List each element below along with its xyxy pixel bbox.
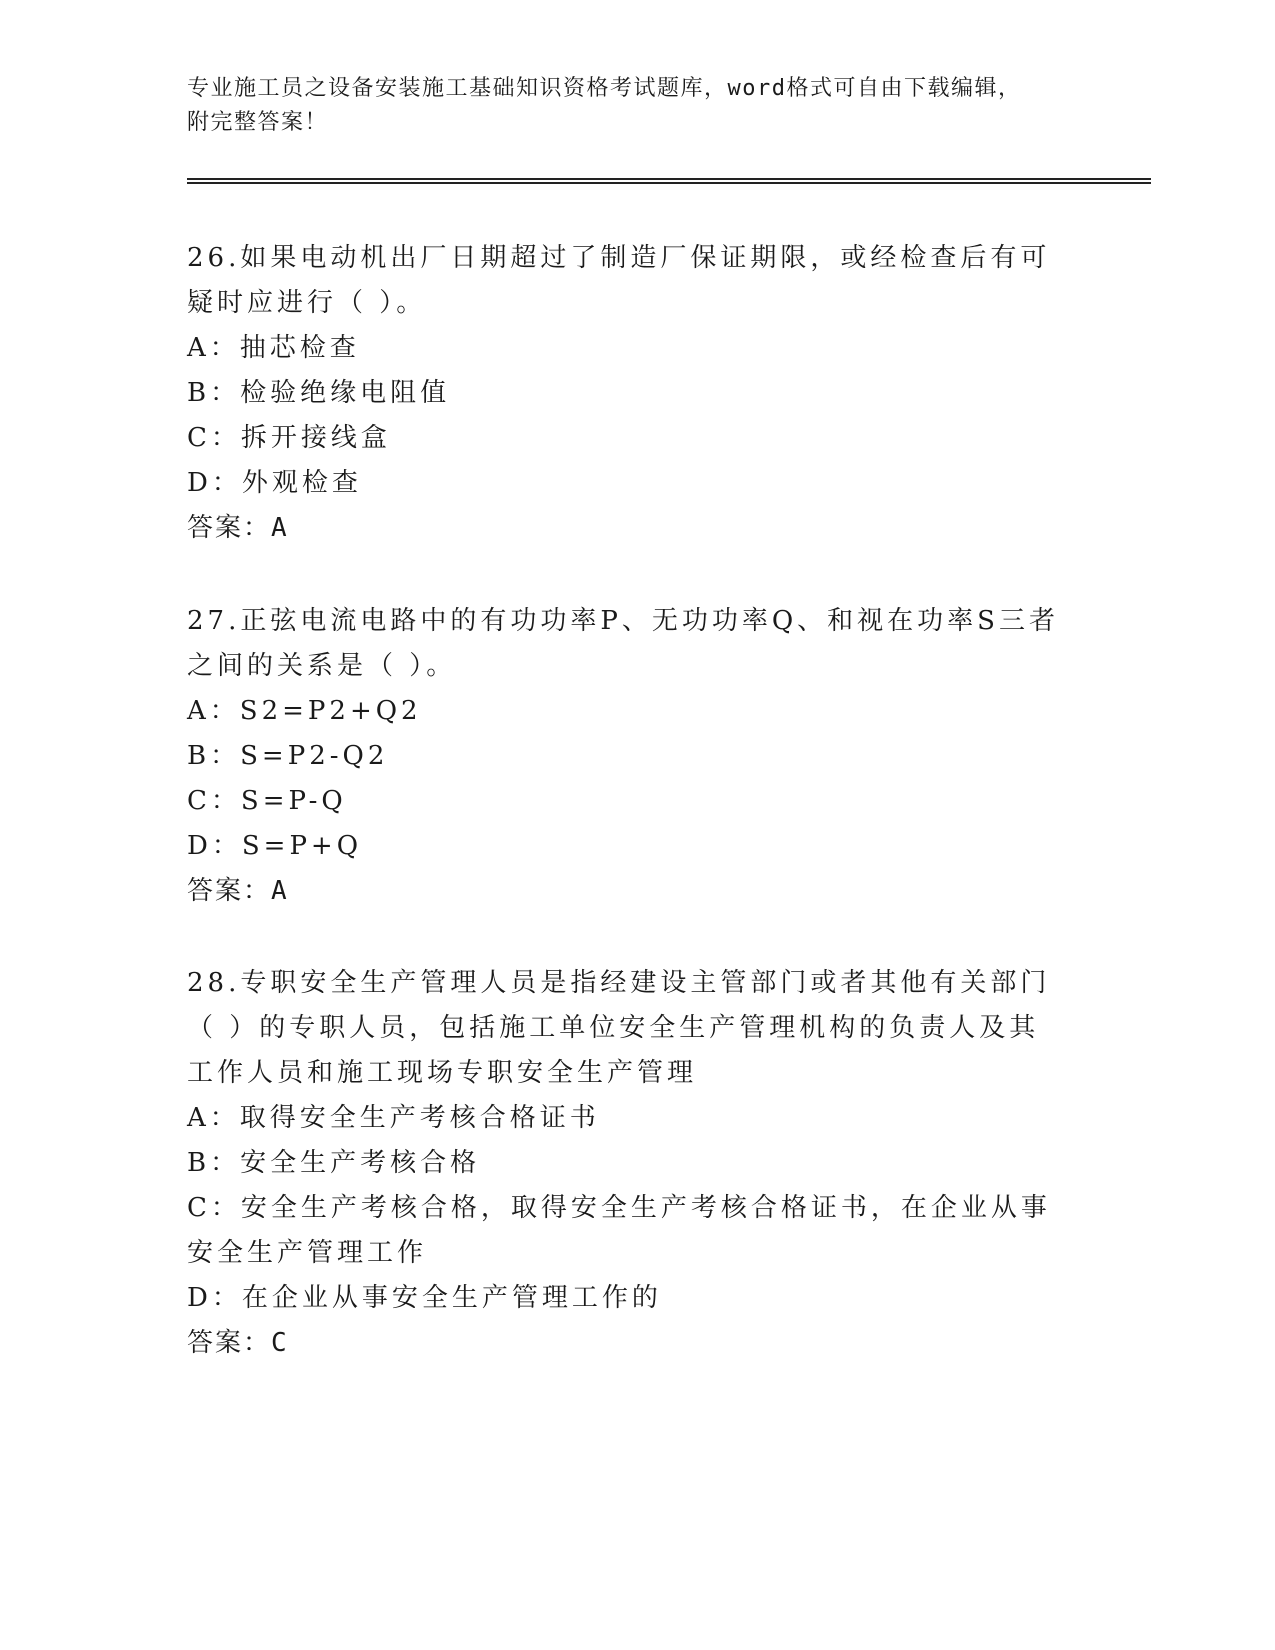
answer-value: C: [271, 1328, 289, 1358]
option-a: A：取得安全生产考核合格证书: [187, 1103, 600, 1133]
header-line-2: 附完整答案！: [187, 110, 329, 135]
option-d: D：S=P+Q: [187, 831, 363, 861]
option-c: C：拆开接线盒: [187, 423, 391, 453]
answer-label: 答案：: [187, 1328, 272, 1358]
answer-value: A: [271, 513, 289, 543]
option-a: A：抽芯检查: [187, 333, 360, 363]
option-c: C：安全生产考核合格，取得安全生产考核合格证书，在企业从事安全生产管理工作: [187, 1193, 1051, 1268]
answer-line: [187, 1321, 1067, 1366]
question-stem: 27.正弦电流电路中的有功功率P、无功功率Q、和视在功率S三者之间的关系是（ ）。: [187, 606, 1059, 681]
answer-line: [187, 506, 1067, 551]
option-c: C：S=P-Q: [187, 786, 347, 816]
option-d: D：外观检查: [187, 468, 362, 498]
header-line-1: 专业施工员之设备安装施工基础知识资格考试题库，word格式可自由下载编辑，: [187, 76, 1022, 101]
option-d: D：在企业从事安全生产管理工作的: [187, 1283, 662, 1313]
option-b: B：检验绝缘电阻值: [187, 378, 451, 408]
question-26: [187, 236, 1067, 551]
question-27: [187, 599, 1067, 914]
answer-label: 答案：: [187, 513, 272, 543]
header-divider-top: [187, 178, 1151, 180]
option-b: B：S=P2-Q2: [187, 741, 389, 771]
question-28: [187, 961, 1067, 1366]
option-a: A：S2=P2+Q2: [187, 696, 422, 726]
answer-label: 答案：: [187, 876, 272, 906]
document-header: [187, 72, 1087, 140]
option-b: B：安全生产考核合格: [187, 1148, 481, 1178]
question-stem: 28.专职安全生产管理人员是指经建设主管部门或者其他有关部门（ ）的专职人员，包括施工单位安全生产管理机构的负责人及其工作人员和施工现场专职安全生产管理: [187, 968, 1051, 1088]
answer-value: A: [271, 876, 289, 906]
answer-line: [187, 869, 1067, 914]
question-stem: 26.如果电动机出厂日期超过了制造厂保证期限，或经检查后有可疑时应进行（ ）。: [187, 243, 1051, 318]
header-divider-bottom: [187, 182, 1151, 184]
